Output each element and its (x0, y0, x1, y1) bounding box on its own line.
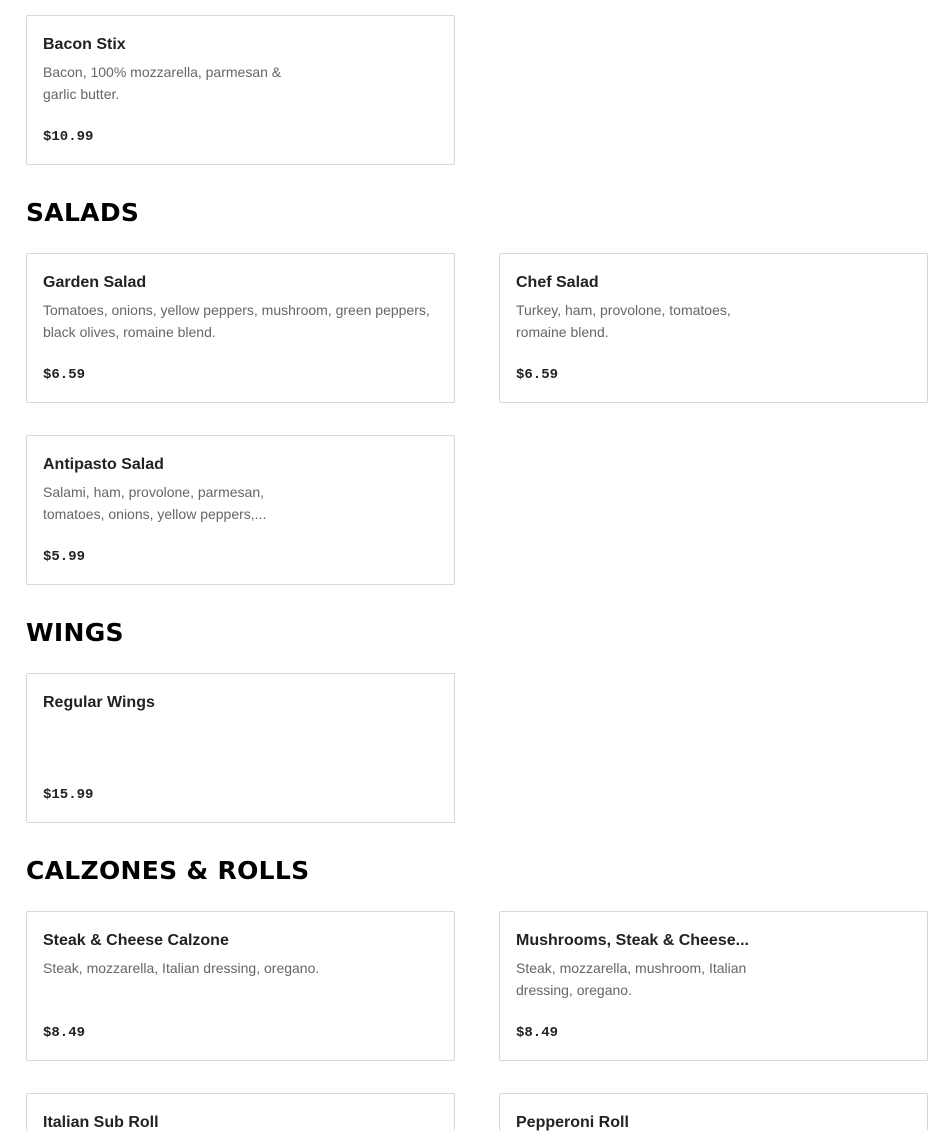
menu-item-card-garden-salad[interactable] (26, 253, 455, 403)
menu-item-description: Tomatoes, onions, yellow peppers, mushroom, green peppers, black olives, romaine blend. (43, 302, 430, 340)
menu-item-price: $10.99 (43, 129, 94, 145)
menu-item-card-chef-salad[interactable] (499, 253, 928, 403)
menu-item-name: Antipasto Salad (43, 456, 164, 473)
menu-item-name: Bacon Stix (43, 36, 126, 53)
menu-item-name: Garden Salad (43, 274, 147, 291)
menu-item-name: Pepperoni Roll (516, 1114, 629, 1131)
section-title-calzones-rolls: CALZONES & ROLLS (26, 856, 310, 885)
menu-item-description: Steak, mozzarella, Italian dressing, oregano. (43, 960, 320, 976)
menu-item-name: Regular Wings (43, 694, 155, 711)
menu-item-description: Bacon, 100% mozzarella, parmesan & garlic butter. (43, 64, 282, 102)
menu-item-price: $6.59 (516, 367, 559, 383)
menu-item-description: Turkey, ham, provolone, tomatoes, romaine blend. (516, 302, 731, 340)
menu-item-description: Steak, mozzarella, mushroom, Italian dressing, oregano. (516, 960, 747, 998)
menu-item-card-bacon-stix[interactable] (26, 15, 455, 165)
menu-item-name: Italian Sub Roll (43, 1114, 159, 1131)
menu-item-card-italian-sub-roll[interactable] (26, 1093, 455, 1131)
menu-item-description: Salami, ham, provolone, parmesan, tomatoes, onions, yellow peppers,... (43, 484, 267, 522)
menu-item-price: $5.99 (43, 549, 86, 565)
section-title-wings: WINGS (26, 618, 124, 647)
menu-item-name: Mushrooms, Steak & Cheese... (516, 932, 749, 949)
menu-item-card-mushrooms-steak-cheese[interactable] (499, 911, 928, 1061)
menu-item-name: Steak & Cheese Calzone (43, 932, 229, 949)
menu-item-card-steak-cheese-calzone[interactable] (26, 911, 455, 1061)
menu-item-price: $6.59 (43, 367, 86, 383)
menu-item-price: $8.49 (43, 1025, 86, 1041)
section-title-salads: SALADS (26, 198, 140, 227)
menu-item-name: Chef Salad (516, 274, 599, 291)
menu-item-card-antipasto-salad[interactable] (26, 435, 455, 585)
menu-item-card-pepperoni-roll[interactable] (499, 1093, 928, 1131)
menu-item-price: $8.49 (516, 1025, 559, 1041)
menu-item-price: $15.99 (43, 787, 94, 803)
menu-item-card-regular-wings[interactable] (26, 673, 455, 823)
